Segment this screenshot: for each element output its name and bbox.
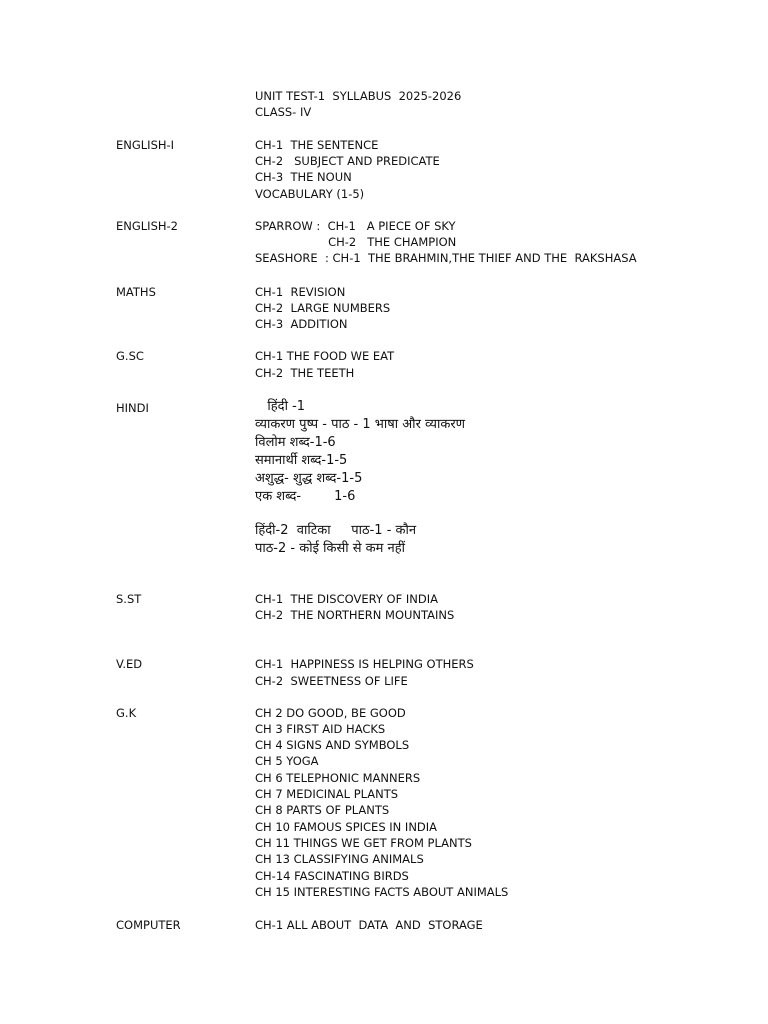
syllabus-line: अशुद्ध- शुद्ध शब्द-1-5 <box>255 471 363 486</box>
subject-hindi: HINDI <box>116 401 149 415</box>
syllabus-line: CH 6 TELEPHONIC MANNERS <box>255 771 421 785</box>
syllabus-line: CH 8 PARTS OF PLANTS <box>255 803 390 817</box>
syllabus-line: SPARROW : CH-1 A PIECE OF SKY <box>255 219 456 233</box>
syllabus-line: CH-3 ADDITION <box>255 317 348 331</box>
subject-sst: S.ST <box>116 592 142 606</box>
syllabus-line: CH-2 SUBJECT AND PREDICATE <box>255 154 440 168</box>
syllabus-line: CH-2 SWEETNESS OF LIFE <box>255 674 408 688</box>
syllabus-line: CH 4 SIGNS AND SYMBOLS <box>255 738 410 752</box>
subject-ved: V.ED <box>116 657 143 671</box>
subject-computer: COMPUTER <box>116 918 181 932</box>
syllabus-line: CH 2 DO GOOD, BE GOOD <box>255 706 406 720</box>
syllabus-line: हिंदी-2 वाटिका पाठ-1 - कौन <box>255 523 417 538</box>
syllabus-line: CH 15 INTERESTING FACTS ABOUT ANIMALS <box>255 885 509 899</box>
syllabus-title: UNIT TEST-1 SYLLABUS 2025-2026 <box>255 89 462 103</box>
syllabus-line: CH-2 THE TEETH <box>255 366 355 380</box>
subject-english-2: ENGLISH-2 <box>116 219 178 233</box>
syllabus-line: VOCABULARY (1-5) <box>255 187 365 201</box>
syllabus-line: CH-1 THE FOOD WE EAT <box>255 349 395 363</box>
syllabus-line: व्याकरण पुष्प - पाठ - 1 भाषा और व्याकरण <box>255 417 466 432</box>
syllabus-line: CH-2 THE NORTHERN MOUNTAINS <box>255 608 455 622</box>
syllabus-line: CH-1 ALL ABOUT DATA AND STORAGE <box>255 918 483 932</box>
syllabus-line: पाठ-2 - कोई किसी से कम नहीं <box>255 541 406 556</box>
syllabus-line: CH 7 MEDICINAL PLANTS <box>255 787 399 801</box>
syllabus-line: CH-1 THE SENTENCE <box>255 138 379 152</box>
syllabus-line: समानार्थी शब्द-1-5 <box>255 453 348 468</box>
class-label: CLASS- IV <box>255 105 312 119</box>
syllabus-line: हिंदी -1 <box>255 399 306 414</box>
syllabus-line: एक शब्द- 1-6 <box>255 489 356 504</box>
syllabus-line: CH 13 CLASSIFYING ANIMALS <box>255 852 424 866</box>
subject-maths: MATHS <box>116 285 156 299</box>
syllabus-line: विलोम शब्द-1-6 <box>255 435 336 450</box>
syllabus-line: CH 10 FAMOUS SPICES IN INDIA <box>255 820 438 834</box>
syllabus-line: CH 3 FIRST AID HACKS <box>255 722 386 736</box>
syllabus-line: SEASHORE : CH-1 THE BRAHMIN,THE THIEF AND THE RAKSHASA <box>255 251 637 265</box>
subject-gk: G.K <box>116 706 137 720</box>
syllabus-line: CH-3 THE NOUN <box>255 170 352 184</box>
syllabus-line: CH 11 THINGS WE GET FROM PLANTS <box>255 836 472 850</box>
syllabus-line: CH-1 HAPPINESS IS HELPING OTHERS <box>255 657 474 671</box>
subject-gsc: G.SC <box>116 349 144 363</box>
syllabus-line: CH 5 YOGA <box>255 754 319 768</box>
syllabus-line: CH-14 FASCINATING BIRDS <box>255 869 409 883</box>
subject-english-1: ENGLISH-I <box>116 138 175 152</box>
syllabus-line: CH-2 THE CHAMPION <box>255 235 457 249</box>
syllabus-line: CH-2 LARGE NUMBERS <box>255 301 391 315</box>
syllabus-line: CH-1 THE DISCOVERY OF INDIA <box>255 592 438 606</box>
syllabus-line: CH-1 REVISION <box>255 285 346 299</box>
